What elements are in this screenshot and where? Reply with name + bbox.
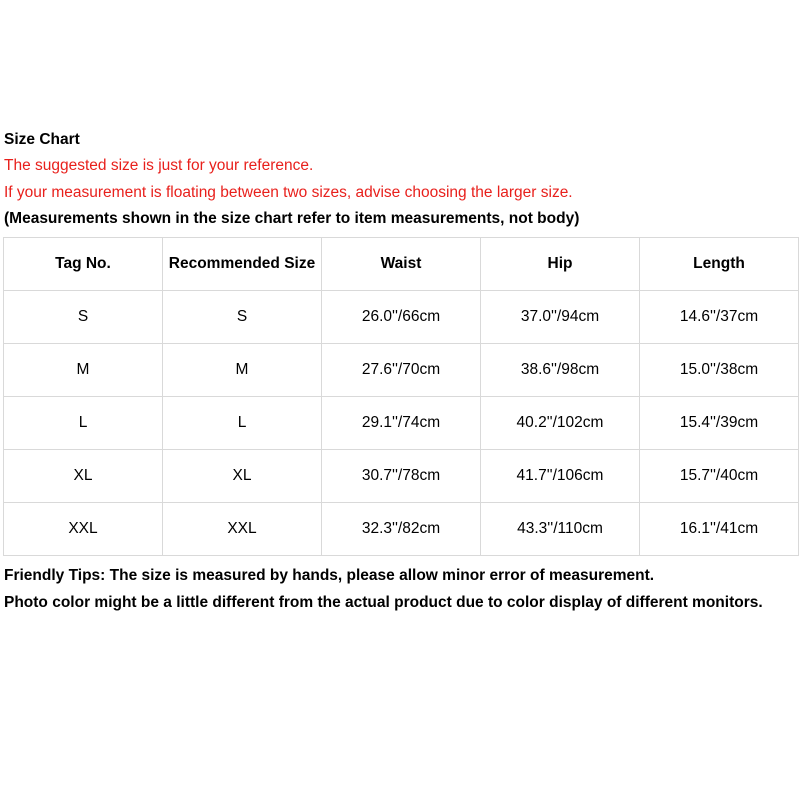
cell-tag-no: L (4, 397, 163, 450)
header-recommended-size: Recommended Size (163, 238, 322, 291)
table-row (4, 344, 799, 397)
table-header-row (4, 238, 799, 291)
cell-length: 15.4''/39cm (640, 397, 799, 450)
size-chart-table (3, 237, 799, 556)
cell-waist: 26.0''/66cm (322, 291, 481, 344)
cell-tag-no: M (4, 344, 163, 397)
cell-length: 14.6''/37cm (640, 291, 799, 344)
cell-recommended-size: S (163, 291, 322, 344)
cell-hip: 40.2''/102cm (481, 397, 640, 450)
cell-waist: 30.7''/78cm (322, 450, 481, 503)
cell-length: 15.7''/40cm (640, 450, 799, 503)
cell-recommended-size: XL (163, 450, 322, 503)
header-length: Length (640, 238, 799, 291)
cell-tag-no: S (4, 291, 163, 344)
cell-length: 15.0''/38cm (640, 344, 799, 397)
table-row (4, 291, 799, 344)
cell-recommended-size: M (163, 344, 322, 397)
cell-hip: 38.6''/98cm (481, 344, 640, 397)
cell-length: 16.1''/41cm (640, 503, 799, 556)
cell-waist: 27.6''/70cm (322, 344, 481, 397)
cell-waist: 29.1''/74cm (322, 397, 481, 450)
table-row (4, 450, 799, 503)
cell-tag-no: XXL (4, 503, 163, 556)
cell-waist: 32.3''/82cm (322, 503, 481, 556)
cell-recommended-size: XXL (163, 503, 322, 556)
reference-notice: The suggested size is just for your reference. (4, 157, 314, 174)
friendly-tips: Friendly Tips: The size is measured by hands, please allow minor error of measurement. (4, 567, 655, 584)
larger-size-advice: If your measurement is floating between two sizes, advise choosing the larger size. (4, 184, 573, 201)
cell-hip: 43.3''/110cm (481, 503, 640, 556)
header-tag-no: Tag No. (4, 238, 163, 291)
table-row (4, 503, 799, 556)
cell-hip: 41.7''/106cm (481, 450, 640, 503)
cell-hip: 37.0''/94cm (481, 291, 640, 344)
page-title: Size Chart (4, 131, 80, 148)
table-row (4, 397, 799, 450)
photo-color-note: Photo color might be a little different from the actual product due to color display of different monitors. (4, 594, 763, 611)
header-waist: Waist (322, 238, 481, 291)
measurement-note: (Measurements shown in the size chart refer to item measurements, not body) (4, 210, 580, 227)
cell-recommended-size: L (163, 397, 322, 450)
cell-tag-no: XL (4, 450, 163, 503)
header-hip: Hip (481, 238, 640, 291)
